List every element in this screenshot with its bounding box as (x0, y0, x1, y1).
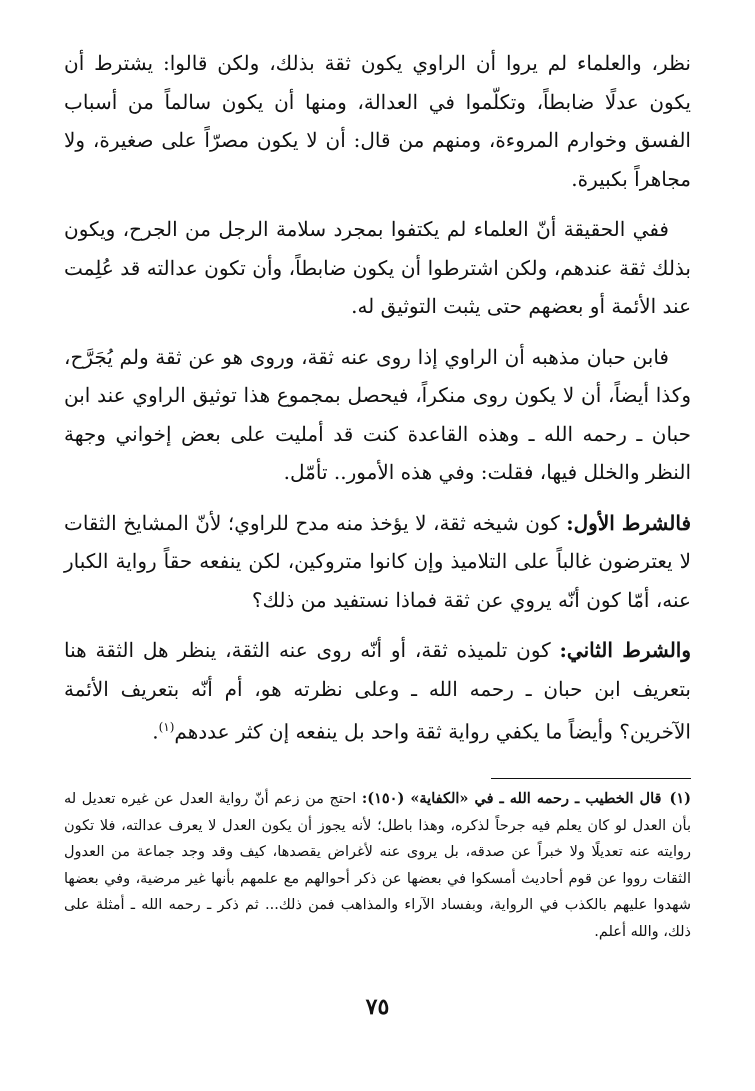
paragraph-4 (64, 504, 691, 620)
paragraph-3-text: فابن حبان مذهبه أن الراوي إذا روى عنه ثقة، وروى هو عن ثقة ولم يُجَرَّح، وكذا أيضاً، أن لا يكون روى منكراً، فيحصل بمجموع هذا توثيق الراوي عند ابن حبان ـ رحمه الله ـ وهذه القاعدة كنت قد أمليت على بعض إخواني وجهة النظر والخلل فيها، فقلت: وفي هذه الأمور.. تأمّل. (64, 344, 691, 484)
first-condition-heading: فالشرط الأول: (566, 510, 692, 535)
paragraph-2 (64, 210, 691, 326)
page-number: ٧٥ (365, 994, 390, 1020)
footnote-block (64, 786, 691, 945)
paragraph-5 (64, 631, 691, 751)
footnote-number: (١) (669, 790, 691, 807)
paragraph-3 (64, 338, 691, 492)
paragraph-5-text: كون تلميذه ثقة، أو أنّه روى عنه الثقة، ينظر هل الثقة هنا بتعريف ابن حبان ـ رحمه الله ـ وعلى نظرته هو، أم أنّه بتعريف الأئمة الآخرين؟ وأيضاً ما يكفي رواية ثقة واحد بل ينفعه إن كثر عددهم (64, 638, 691, 744)
paragraph-2-text: ففي الحقيقة أنّ العلماء لم يكتفوا بمجرد سلامة الرجل من الجرح، ويكون بذلك ثقة عندهم، ولكن اشترطوا أن يكون ضابطاً، وأن تكون عدالته قد عُلِمت عند الأئمة أو بعضهم حتى يثبت التوثيق له. (64, 217, 691, 318)
footnote-heading: قال الخطيب ـ رحمه الله ـ في «الكفاية» (١٥٠): (361, 790, 662, 807)
paragraph-1-text: نظر، والعلماء لم يروا أن الراوي يكون ثقة بذلك، ولكن قالوا: يشترط أن يكون عدلًا ضابطاً، وتكلّموا في العدالة، ومنها أن يكون سالماً من أسباب الفسق وخوارم المروءة، ومنهم من قال: أن لا يكون مصرّاً على صغيرة، ولا مجاهراً بكبيرة. (64, 51, 691, 191)
paragraph-1 (64, 44, 691, 198)
footnote-separator (491, 778, 691, 779)
footnote-marker[interactable]: (١) (158, 720, 175, 734)
paragraph-5-end: . (152, 719, 159, 744)
main-text (64, 44, 691, 751)
paragraph-4-text: كون شيخه ثقة، لا يؤخذ منه مدح للراوي؛ لأنّ المشايخ الثقات لا يعترضون غالباً على التلاميذ وإن كانوا متروكين، لكن ينفعه حقاً رواية الكبار عنه، أمّا كون أنّه يروي عن ثقة فماذا نستفيد من ذلك؟ (64, 510, 691, 612)
second-condition-heading: والشرط الثاني: (559, 638, 692, 662)
footnote-text: احتج من زعم أنّ رواية العدل عن غيره تعديل له بأن العدل لو كان يعلم فيه جرحاً لذكره، وهذا باطل؛ لأنه يجوز أن يكون العدل لا يعرف عدالته، فلا تكون روايته عنه تعديلًا ولا خبراً عن صدقه، بل يروى عنه لأغراض يقصدها، كيف وقد وجد جماعة من العدول الثقات رووا عن قوم أحاديث أمسكوا في بعضها عن ذكر أحوالهم مع علمهم بأنها غير مرضية، وفي بعضها شهدوا عليهم بالكذب في الرواية، وبفساد الآراء والمذاهب فمن ذلك... ثم ذكر ـ رحمه الله ـ أمثلة على ذلك، والله أعلم. (64, 791, 691, 940)
